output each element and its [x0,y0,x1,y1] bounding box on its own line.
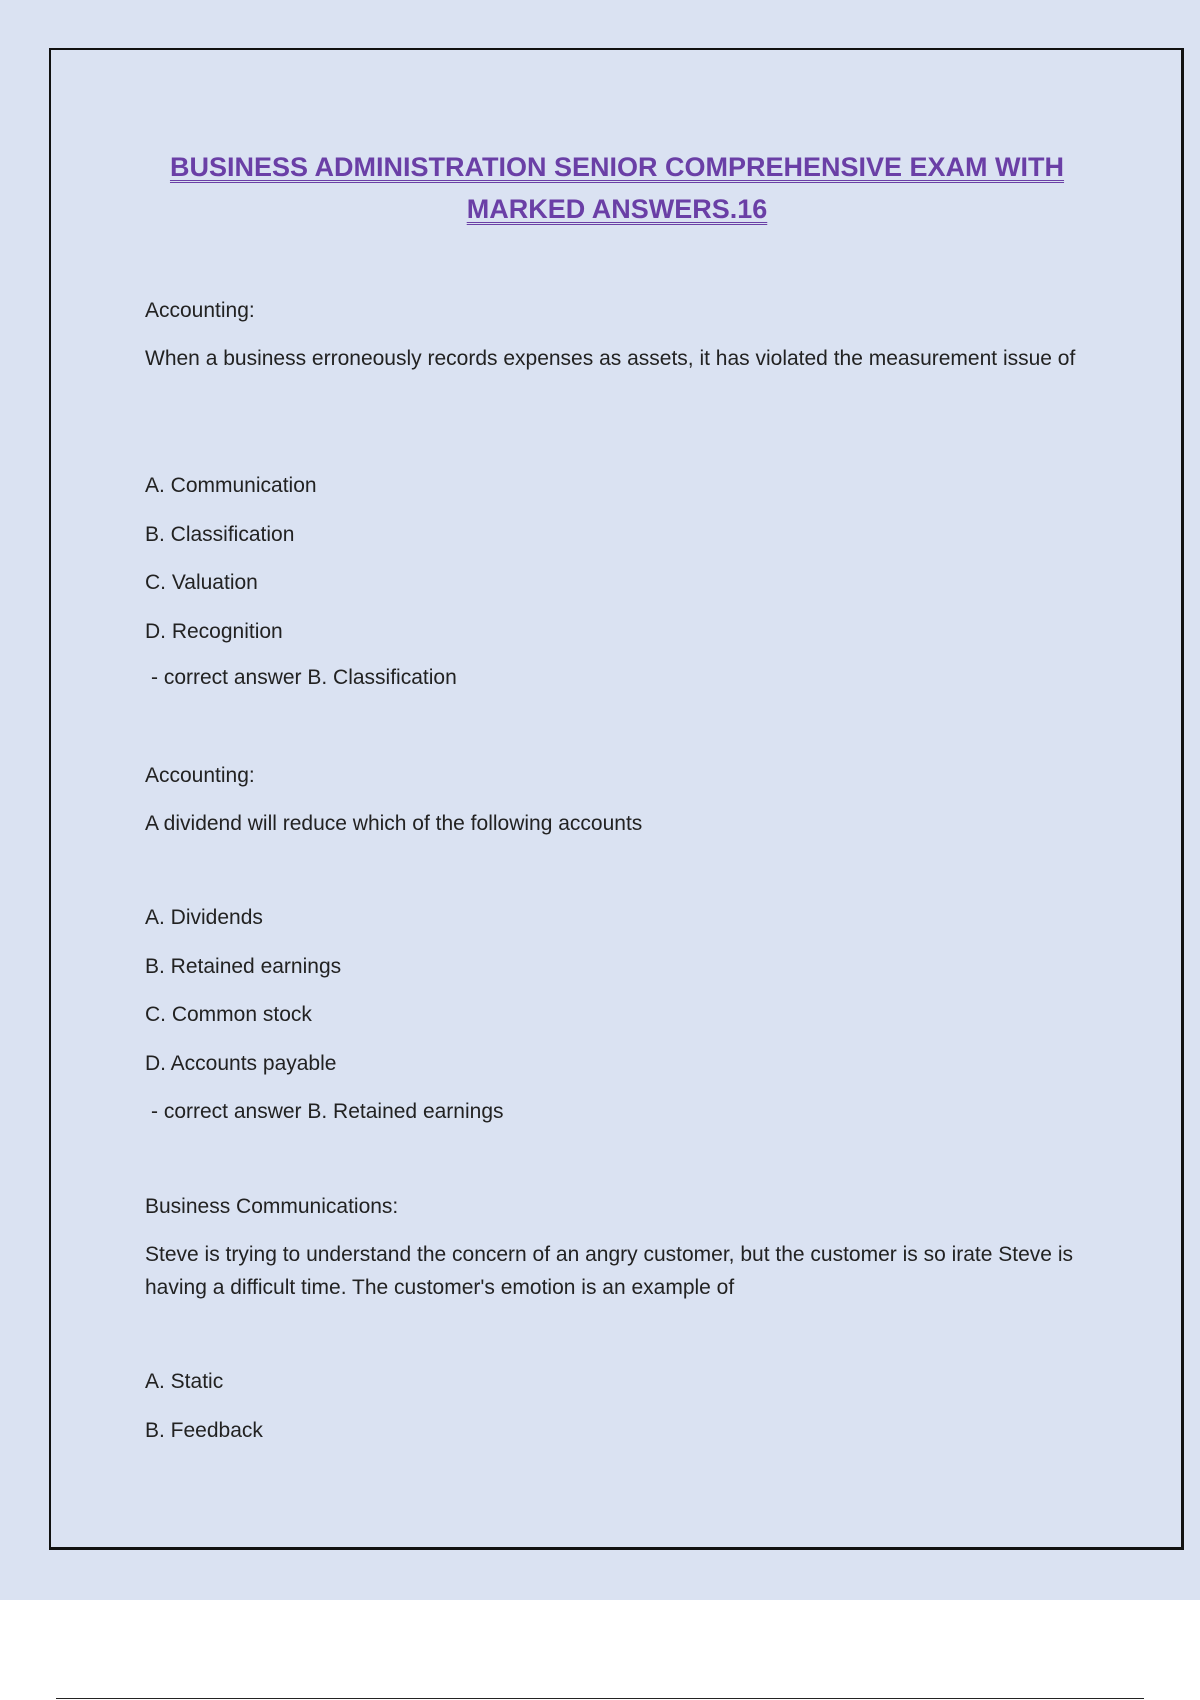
question-category: Business Communications: [145,1195,399,1218]
document-title: BUSINESS ADMINISTRATION SENIOR COMPREHENSIVE EXAM WITH MARKED ANSWERS.16 [169,152,1065,224]
correct-answer: - correct answer B. Retained earnings [151,1100,504,1123]
page-border-frame [49,48,1184,1550]
answer-option: C. Valuation [145,571,258,594]
answer-option: D. Recognition [145,620,283,643]
question-category: Accounting: [145,764,255,787]
answer-option: D. Accounts payable [145,1052,337,1075]
answer-option: A. Static [145,1370,224,1393]
answer-option: A. Dividends [145,906,263,929]
question-prompt: When a business erroneously records expenses as assets, it has violated the measurement issue of [145,347,1076,370]
answer-option: B. Classification [145,523,295,546]
footer-rule [56,1698,1144,1699]
answer-option: B. Feedback [145,1419,263,1442]
answer-option: A. Communication [145,474,317,497]
question-prompt: Steve is trying to understand the concern of an angry customer, but the customer is so irate Steve is having a difficult time. The customer's emotion is an example of [145,1243,1073,1299]
question-category: Accounting: [145,299,255,322]
answer-option: C. Common stock [145,1003,312,1026]
correct-answer: - correct answer B. Classification [151,666,457,689]
answer-option: B. Retained earnings [145,955,342,978]
question-prompt: A dividend will reduce which of the following accounts [145,812,643,835]
